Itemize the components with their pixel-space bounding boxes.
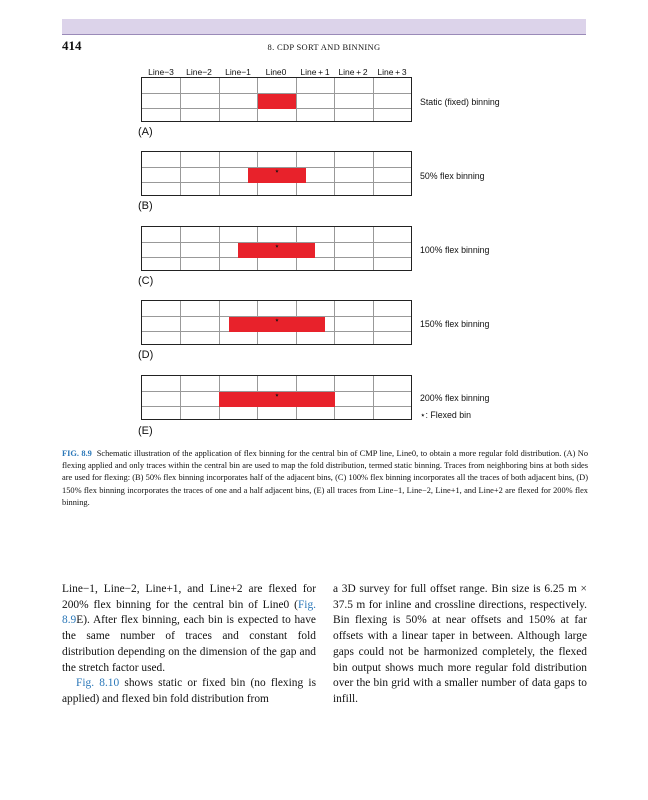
panel-a-label: (A) [138, 126, 153, 138]
panel-b-grid [141, 151, 412, 196]
line-label: Line + 2 [338, 67, 368, 77]
line-label: Line−1 [225, 67, 251, 77]
header-rule [62, 34, 586, 35]
figure-link[interactable]: Fig. 8.9 [62, 598, 316, 627]
paragraph: a 3D survey for full offset range. Bin size is 6.25 m × 37.5 m for inline and crossline directions, respectively. Bin flexing is 50% at near offsets and 150% at far offsets with a linear taper in between. Although large gaps could not be harmonized completely, the flexed bin output shows much more regular fold distribution over the bin grid with a smaller number of data gaps to infill. [333, 583, 587, 705]
paragraph: Fig. 8.10 shows static or fixed bin (no flexing is applied) and flexed bin fold distribution from [62, 677, 316, 705]
line-label: Line−2 [186, 67, 212, 77]
line-label: Line0 [265, 67, 287, 77]
line-label: Line−3 [148, 67, 174, 77]
header-band [62, 19, 586, 34]
line-label: Line + 3 [377, 67, 407, 77]
panel-d-grid [141, 300, 412, 345]
flexed-bin-marker: ⋆ [274, 315, 280, 325]
figure-link[interactable]: Fig. 8.10 [76, 677, 120, 690]
page-number: 414 [62, 38, 82, 53]
panel-a-grid [141, 77, 412, 122]
flexed-bin-legend: ⋆: Flexed bin [420, 410, 471, 420]
paragraph: Line−1, Line−2, Line+1, and Line+2 are flexed for 200% flex binning for the central bin of Line0 (Fig. 8.9E). After flex binning, each bin is expected to have the same number of traces and constant fold distribution depending on the dimension of the gap and the stretch factor used. [62, 583, 316, 674]
panel-c-grid [141, 226, 412, 271]
figure-tag: FIG. 8.9 [62, 449, 92, 458]
panel-e-grid [141, 375, 412, 420]
flexed-bin-marker: ⋆ [274, 390, 280, 400]
panel-c-description: 100% flex binning [420, 245, 490, 255]
caption-text: Schematic illustration of the application of flex binning for the central bin of CMP line, Line0, to obtain a more regular fold distribution. (A) No flexing applied and only traces within the central bin are used to map the fold distribution, termed static binning. Traces from neighboring bins at both sides are used for flexing: (B) 50% flex binning incorporates half of the adjacent bins, (C) 100% flex binning incorporates all the traces of both adjacent bins, (D) 150% flex binning incorporates the traces of one and a half adjacent bins, (E) all traces from Line−1, Line−2, Line+1, and Line+2 are flexed for 200% flex binning. [62, 449, 589, 507]
panel-d-description: 150% flex binning [420, 319, 490, 329]
panel-b-label: (B) [138, 200, 153, 212]
body-column-left [62, 582, 316, 708]
panel-b-description: 50% flex binning [420, 171, 485, 181]
body-column-right [333, 582, 587, 708]
panel-a-description: Static (fixed) binning [420, 97, 500, 107]
flex-bin-bar [258, 94, 297, 109]
panel-e-label: (E) [138, 425, 153, 437]
flexed-bin-marker: ⋆ [274, 166, 280, 176]
running-head: 8. CDP SORT AND BINNING [267, 42, 381, 52]
figure-caption [62, 448, 588, 509]
flexed-bin-marker: ⋆ [274, 241, 280, 251]
panel-d-label: (D) [138, 349, 154, 361]
panel-e-description: 200% flex binning [420, 393, 490, 403]
panel-c-label: (C) [138, 275, 154, 287]
line-label: Line + 1 [300, 67, 330, 77]
